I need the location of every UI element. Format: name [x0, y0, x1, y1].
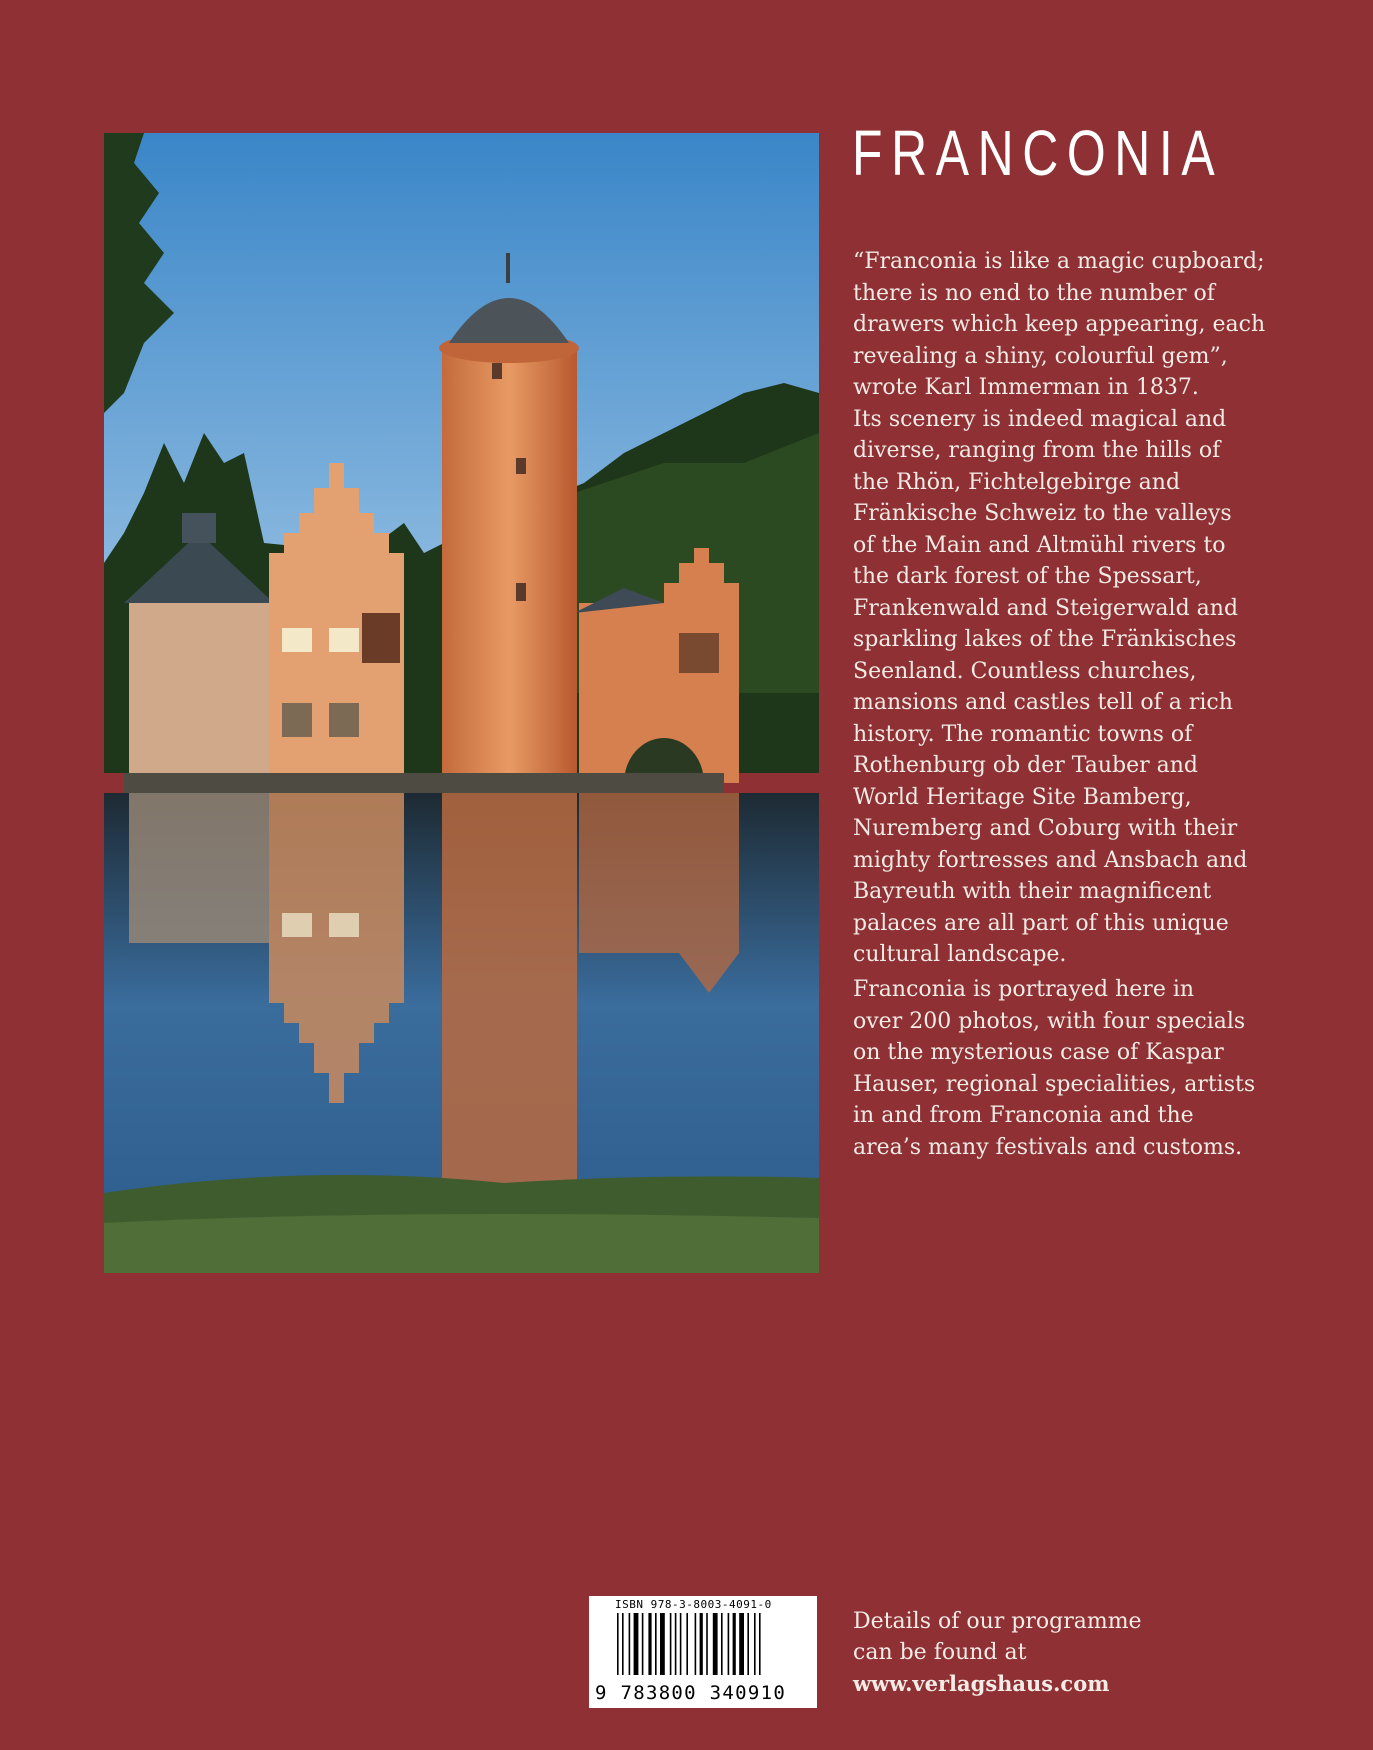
text-line: mighty fortresses and Ansbach and	[853, 847, 1248, 873]
castle-photo	[104, 133, 819, 1273]
text-line: over 200 photos, with four specials	[853, 1008, 1246, 1034]
text-line: mansions and castles tell of a rich	[853, 690, 1233, 715]
text-line: wrote Karl Immerman in 1837.	[853, 375, 1199, 400]
text-line: area’s many festivals and customs.	[853, 1134, 1243, 1160]
text-line: Frankenwald and Steigerwald and	[853, 595, 1239, 621]
ean-digits: 9 783800 340910	[595, 1682, 787, 1704]
text-line: Its scenery is indeed magical and	[853, 406, 1227, 432]
text-line: drawers which keep appearing, each	[853, 312, 1266, 337]
description-paragraph-quote	[853, 246, 1283, 971]
text-line: Rothenburg ob der Tauber and	[853, 753, 1199, 778]
text-line: Hauser, regional specialities, artists	[853, 1071, 1256, 1097]
barcode-bars	[617, 1613, 789, 1681]
text-line: the dark forest of the Spessart,	[853, 564, 1202, 589]
text-line: of the Main and Altmühl rivers to	[853, 532, 1226, 558]
text-line: cultural landscape.	[853, 942, 1067, 967]
text-line: sparkling lakes of the Fränkisches	[853, 627, 1237, 652]
text-line: on the mysterious case of Kaspar	[853, 1040, 1224, 1065]
text-line: the Rhön, Fichtelgebirge and	[853, 469, 1181, 495]
text-line: palaces are all part of this unique	[853, 910, 1229, 936]
text-line: history. The romantic towns of	[853, 721, 1193, 747]
isbn-number: ISBN 978-3-8003-4091-0	[615, 1598, 772, 1611]
text-line: Bayreuth with their magnificent	[853, 879, 1212, 904]
text-line: Fränkische Schweiz to the valleys	[853, 501, 1232, 526]
publisher-url[interactable]: www.verlagshaus.com	[853, 1671, 1110, 1696]
text-line: “Franconia is like a magic cupboard;	[853, 249, 1265, 274]
details-line-2: can be found at	[853, 1640, 1027, 1665]
text-line: Franconia is portrayed here in	[853, 977, 1195, 1002]
text-line: Nuremberg and Coburg with their	[853, 816, 1238, 841]
text-line: in and from Franconia and the	[853, 1103, 1194, 1128]
isbn-barcode	[589, 1596, 817, 1708]
details-line-1: Details of our programme	[853, 1609, 1142, 1634]
text-line: diverse, ranging from the hills of	[853, 438, 1221, 463]
book-title: FRANCONIA	[852, 117, 1224, 189]
text-line: there is no end to the number of	[853, 280, 1215, 306]
publisher-details	[853, 1606, 1142, 1699]
text-line: World Heritage Site Bamberg,	[853, 784, 1192, 810]
text-line: Seenland. Countless churches,	[853, 658, 1197, 684]
description-paragraph-contents	[853, 974, 1283, 1163]
text-line: revealing a shiny, colourful gem”,	[853, 343, 1228, 369]
